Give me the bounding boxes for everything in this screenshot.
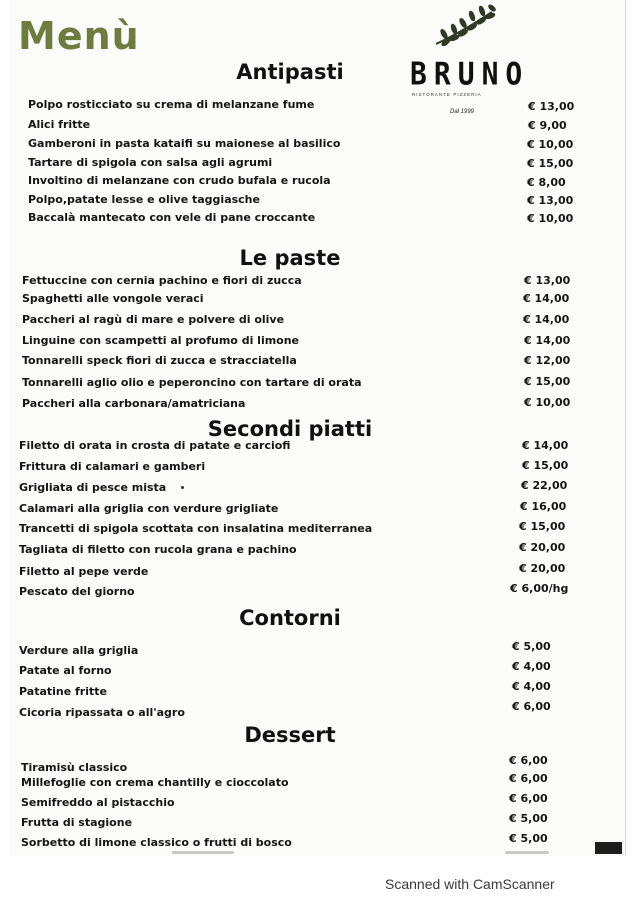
- menu-item-name: Tonnarelli speck fiori di zucca e stracciatella: [22, 354, 297, 367]
- menu-item-name: Fettuccine con cernia pachino e fiori di zucca: [22, 274, 302, 287]
- menu-item-price: € 6,00: [509, 792, 548, 805]
- menu-item-price: € 5,00: [512, 640, 551, 653]
- menu-item-price: € 13,00: [524, 274, 571, 287]
- menu-item-price: € 15,00: [522, 459, 569, 472]
- menu-item-price: € 14,00: [524, 334, 571, 347]
- menu-item-name: Calamari alla griglia con verdure grigliate: [19, 502, 279, 515]
- menu-item-name: Paccheri alla carbonara/amatriciana: [22, 397, 246, 410]
- menu-item-price: € 10,00: [524, 396, 571, 409]
- section-title-le-paste: Le paste: [239, 246, 341, 270]
- menu-item-name: Millefoglie con crema chantilly e cioccolato: [21, 776, 289, 789]
- menu-item-name: Spaghetti alle vongole veraci: [22, 292, 204, 305]
- scan-edge-shadow: [595, 842, 622, 854]
- menu-item-name: Pescato del giorno: [19, 585, 135, 598]
- menu-item-price: € 16,00: [520, 500, 567, 513]
- ink-speck: [181, 486, 184, 489]
- menu-item-name: Tagliata di filetto con rucola grana e pachino: [19, 543, 297, 556]
- menu-item-name: Filetto al pepe verde: [19, 565, 149, 578]
- menu-item-name: Frutta di stagione: [21, 816, 133, 829]
- menu-item-price: € 14,00: [522, 439, 569, 452]
- menu-item-name: Gamberoni in pasta kataifi su maionese al basilico: [28, 137, 341, 150]
- menu-item-price: € 10,00: [527, 138, 574, 151]
- menu-item-name: Trancetti di spigola scottata con insalatina mediterranea: [19, 522, 373, 535]
- menu-item-price: € 6,00: [509, 754, 548, 767]
- scan-smudge: [505, 851, 549, 854]
- menu-item-name: Grigliata di pesce mista: [19, 481, 167, 494]
- menu-item-price: € 20,00: [519, 562, 566, 575]
- olive-branch-icon: [432, 4, 498, 50]
- menu-item-price: € 14,00: [523, 292, 570, 305]
- menu-item-price: € 4,00: [512, 660, 551, 673]
- menu-item-price: € 15,00: [519, 520, 566, 533]
- section-title-contorni: Contorni: [239, 606, 341, 630]
- menu-item-price: € 15,00: [527, 157, 574, 170]
- menu-item-price: € 6,00: [512, 700, 551, 713]
- menu-item-price: € 13,00: [527, 194, 574, 207]
- menu-item-name: Sorbetto di limone classico o frutti di bosco: [21, 836, 292, 849]
- menu-item-price: € 20,00: [519, 541, 566, 554]
- menu-item-name: Involtino di melanzane con crudo bufala e rucola: [28, 174, 331, 187]
- menu-item-name: Filetto di orata in crosta di patate e carciofi: [19, 439, 291, 452]
- menu-item-price: € 8,00: [527, 176, 566, 189]
- menu-item-name: Polpo rosticciato su crema di melanzane fume: [28, 98, 315, 111]
- menu-item-name: Alici fritte: [28, 118, 91, 131]
- menu-item-price: € 9,00: [528, 119, 567, 132]
- menu-item-name: Tonnarelli aglio olio e peperoncino con tartare di orata: [22, 376, 362, 389]
- menu-item-name: Polpo,patate lesse e olive taggiasche: [28, 193, 260, 206]
- menu-item-name: Cicoria ripassata o all'agro: [19, 706, 185, 719]
- scan-smudge: [172, 851, 234, 854]
- menu-item-name: Patate al forno: [19, 664, 112, 677]
- menu-item-price: € 4,00: [512, 680, 551, 693]
- menu-item-name: Tartare di spigola con salsa agli agrumi: [28, 156, 273, 169]
- menu-item-price: € 13,00: [528, 100, 575, 113]
- menu-item-price: € 6,00: [509, 772, 548, 785]
- menu-item-price: € 12,00: [524, 354, 571, 367]
- menu-item-price: € 14,00: [523, 313, 570, 326]
- brand-name: BRUNO: [410, 55, 530, 93]
- menu-item-price: € 5,00: [509, 812, 548, 825]
- menu-item-price: € 15,00: [524, 375, 571, 388]
- section-title-dessert: Dessert: [244, 723, 336, 747]
- menu-item-name: Patatine fritte: [19, 685, 107, 698]
- menu-item-price: € 10,00: [527, 212, 574, 225]
- section-title-secondi-piatti: Secondi piatti: [207, 417, 373, 441]
- brand-tagline: RISTORANTE·PIZZERIA: [412, 92, 482, 97]
- menu-item-name: Linguine con scampetti al profumo di limone: [22, 334, 300, 347]
- menu-item-price: € 5,00: [509, 832, 548, 845]
- menu-item-name: Verdure alla griglia: [19, 644, 139, 657]
- brand-since: Dal 1999: [450, 109, 475, 115]
- menu-item-name: Paccheri al ragù di mare e polvere di olive: [22, 313, 285, 326]
- scanner-watermark: Scanned with CamScanner: [385, 876, 555, 892]
- menu-item-price: € 22,00: [521, 479, 568, 492]
- menu-item-name: Frittura di calamari e gamberi: [19, 460, 206, 473]
- section-title-antipasti: Antipasti: [236, 60, 344, 84]
- menu-item-name: Tiramisù classico: [21, 761, 128, 774]
- menu-item-name: Baccalà mantecato con vele di pane croccante: [28, 211, 316, 224]
- menu-item-name: Semifreddo al pistacchio: [21, 796, 175, 809]
- menu-title: Menù: [18, 14, 140, 58]
- menu-item-price: € 6,00/hg: [510, 582, 569, 595]
